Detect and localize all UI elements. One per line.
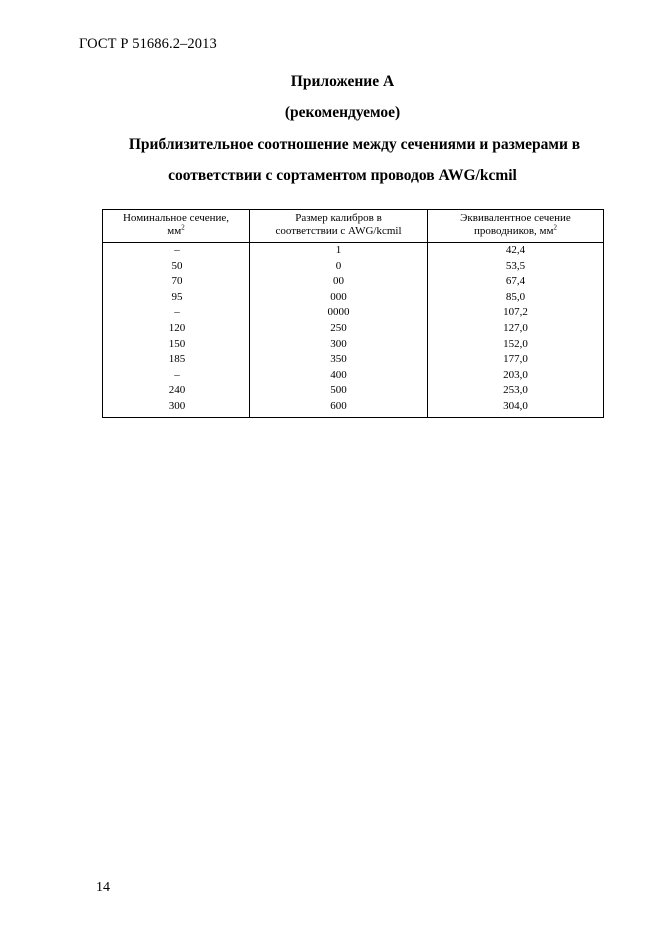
- table-cell: 400: [250, 368, 428, 384]
- column-header-awg-size: [250, 210, 428, 243]
- table-cell: 000: [250, 290, 428, 306]
- table-row: [103, 383, 604, 399]
- table-row: [103, 321, 604, 337]
- table-cell: 304,0: [428, 399, 604, 417]
- table-row: [103, 399, 604, 417]
- column-header-line: проводников, мм: [474, 225, 554, 237]
- annex-heading-line-2: соответствии с сортаментом проводов AWG/kcmil: [168, 167, 517, 184]
- page-number: 14: [96, 880, 110, 895]
- table-cell: –: [103, 305, 250, 321]
- table-row: [103, 305, 604, 321]
- superscript: 2: [553, 223, 557, 232]
- table-row: [103, 243, 604, 259]
- table-cell: 42,4: [428, 243, 604, 259]
- table-cell: 1: [250, 243, 428, 259]
- table-cell: 300: [103, 399, 250, 417]
- table-cell: 150: [103, 337, 250, 353]
- conversion-table: [102, 209, 603, 418]
- annex-title: Приложение А: [290, 73, 395, 90]
- table-row: [103, 274, 604, 290]
- table-cell: 53,5: [428, 259, 604, 275]
- table-cell: 350: [250, 352, 428, 368]
- table-row: [103, 259, 604, 275]
- table-cell: 500: [250, 383, 428, 399]
- annex-status: (рекомендуемое): [284, 104, 401, 121]
- document-header: ГОСТ Р 51686.2–2013: [79, 36, 217, 52]
- column-header-nominal-section: [103, 210, 250, 243]
- table-cell: 203,0: [428, 368, 604, 384]
- table-cell: 250: [250, 321, 428, 337]
- column-header-line: Размер калибров в: [295, 212, 382, 224]
- table-row: [103, 368, 604, 384]
- annex-heading-line-1: Приблизительное соотношение между сечениями и размерами в: [128, 136, 581, 153]
- table-cell: 95: [103, 290, 250, 306]
- table-cell: –: [103, 243, 250, 259]
- column-header-equivalent-section: [428, 210, 604, 243]
- table-cell: 50: [103, 259, 250, 275]
- table-cell: 152,0: [428, 337, 604, 353]
- superscript: 2: [181, 223, 185, 232]
- table-cell: 300: [250, 337, 428, 353]
- table-cell: 00: [250, 274, 428, 290]
- column-header-line: Номинальное сечение,: [122, 212, 230, 224]
- table-row: [103, 337, 604, 353]
- table-cell: 67,4: [428, 274, 604, 290]
- table-cell: 70: [103, 274, 250, 290]
- table-cell: 600: [250, 399, 428, 417]
- column-header-line: соответствии с AWG/kcmil: [275, 225, 402, 237]
- table-cell: 0000: [250, 305, 428, 321]
- table-row: [103, 290, 604, 306]
- column-header-line: Эквивалентное сечение: [460, 212, 571, 224]
- table-cell: 240: [103, 383, 250, 399]
- table-cell: 177,0: [428, 352, 604, 368]
- table-cell: 0: [250, 259, 428, 275]
- table-cell: 185: [103, 352, 250, 368]
- table-cell: 107,2: [428, 305, 604, 321]
- table-row: [103, 352, 604, 368]
- table-cell: 85,0: [428, 290, 604, 306]
- column-header-line: мм: [167, 225, 182, 237]
- table-header-row: [103, 210, 604, 243]
- table-cell: 127,0: [428, 321, 604, 337]
- table-cell: 120: [103, 321, 250, 337]
- table-body: [103, 243, 604, 418]
- table-cell: 253,0: [428, 383, 604, 399]
- table-cell: –: [103, 368, 250, 384]
